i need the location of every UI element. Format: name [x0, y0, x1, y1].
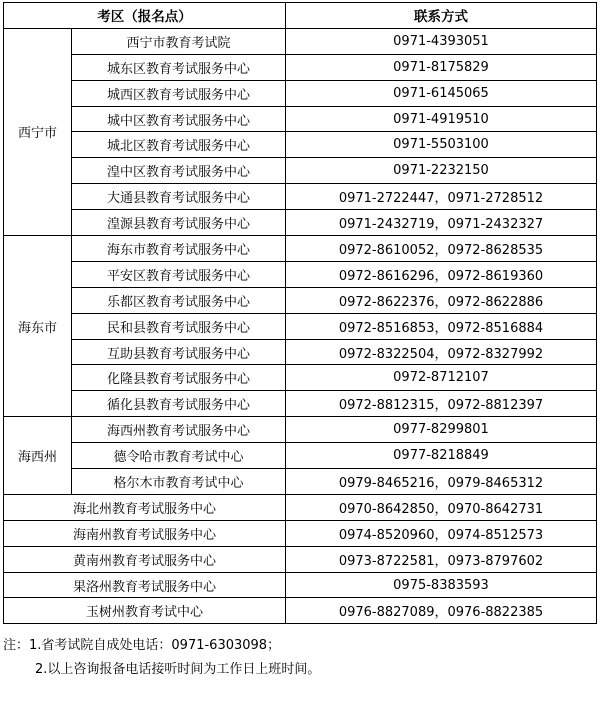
- table-row: [4, 520, 597, 546]
- table-row: [4, 313, 597, 339]
- site-cell: 城中区教育考试服务中心: [72, 106, 286, 132]
- site-cell: 海南州教育考试服务中心: [4, 520, 286, 546]
- table-row: [4, 572, 597, 598]
- header-site: 考区（报名点）: [4, 3, 286, 29]
- phone-cell: 0971-8175829: [286, 54, 597, 80]
- table-row: [4, 236, 597, 262]
- site-cell: 格尔木市教育考试中心: [72, 469, 286, 495]
- phone-cell: 0971-2432719，0971-2432327: [286, 210, 597, 236]
- site-cell: 民和县教育考试服务中心: [72, 313, 286, 339]
- note-1: 注：1.省考试院自成处电话：0971-6303098；: [3, 638, 281, 653]
- site-cell: 海东市教育考试服务中心: [72, 236, 286, 262]
- site-cell: 湟中区教育考试服务中心: [72, 158, 286, 184]
- note-2: 2.以上咨询报备电话接听时间为工作日上班时间。: [35, 662, 321, 677]
- site-cell: 大通县教育考试服务中心: [72, 184, 286, 210]
- table-row: [4, 261, 597, 287]
- city-cell: 海东市: [4, 236, 72, 417]
- site-cell: 湟源县教育考试服务中心: [72, 210, 286, 236]
- site-cell: 循化县教育考试服务中心: [72, 391, 286, 417]
- phone-cell: 0972-8812315，0972-8812397: [286, 391, 597, 417]
- site-cell: 海西州教育考试服务中心: [72, 417, 286, 443]
- table-row: [4, 158, 597, 184]
- phone-cell: 0971-2722447，0971-2728512: [286, 184, 597, 210]
- phone-cell: 0977-8299801: [286, 417, 597, 443]
- table-row: [4, 417, 597, 443]
- site-cell: 平安区教育考试服务中心: [72, 261, 286, 287]
- site-cell: 化隆县教育考试服务中心: [72, 365, 286, 391]
- city-cell: 海西州: [4, 417, 72, 495]
- site-cell: 乐都区教育考试服务中心: [72, 287, 286, 313]
- table-row: [4, 443, 597, 469]
- site-cell: 城北区教育考试服务中心: [72, 132, 286, 158]
- site-cell: 西宁市教育考试院: [72, 28, 286, 54]
- table-row: [4, 54, 597, 80]
- phone-cell: 0972-8610052，0972-8628535: [286, 236, 597, 262]
- phone-cell: 0972-8516853，0972-8516884: [286, 313, 597, 339]
- table-row: [4, 339, 597, 365]
- notes: [3, 634, 596, 682]
- table-row: [4, 210, 597, 236]
- phone-cell: 0971-4393051: [286, 28, 597, 54]
- table-row: [4, 546, 597, 572]
- phone-cell: 0979-8465216，0979-8465312: [286, 469, 597, 495]
- site-cell: 果洛州教育考试服务中心: [4, 572, 286, 598]
- site-cell: 互助县教育考试服务中心: [72, 339, 286, 365]
- table-row: [4, 391, 597, 417]
- phone-cell: 0977-8218849: [286, 443, 597, 469]
- site-cell: 城西区教育考试服务中心: [72, 80, 286, 106]
- table-row: [4, 287, 597, 313]
- site-cell: 城东区教育考试服务中心: [72, 54, 286, 80]
- table-row: [4, 132, 597, 158]
- phone-cell: 0972-8712107: [286, 365, 597, 391]
- phone-cell: 0971-2232150: [286, 158, 597, 184]
- phone-cell: 0970-8642850，0970-8642731: [286, 494, 597, 520]
- table-body: [4, 28, 597, 623]
- phone-cell: 0972-8622376，0972-8622886: [286, 287, 597, 313]
- phone-cell: 0971-5503100: [286, 132, 597, 158]
- table-row: [4, 28, 597, 54]
- phone-cell: 0972-8322504，0972-8327992: [286, 339, 597, 365]
- phone-cell: 0971-4919510: [286, 106, 597, 132]
- phone-cell: 0976-8827089，0976-8822385: [286, 598, 597, 624]
- phone-cell: 0971-6145065: [286, 80, 597, 106]
- table-row: [4, 184, 597, 210]
- contacts-table: [3, 2, 597, 624]
- site-cell: 黄南州教育考试服务中心: [4, 546, 286, 572]
- header-contact: 联系方式: [286, 3, 597, 29]
- phone-cell: 0973-8722581，0973-8797602: [286, 546, 597, 572]
- phone-cell: 0975-8383593: [286, 572, 597, 598]
- table-row: [4, 598, 597, 624]
- site-cell: 德令哈市教育考试中心: [72, 443, 286, 469]
- table-row: [4, 494, 597, 520]
- table-row: [4, 80, 597, 106]
- site-cell: 海北州教育考试服务中心: [4, 494, 286, 520]
- table-row: [4, 469, 597, 495]
- city-cell: 西宁市: [4, 28, 72, 235]
- site-cell: 玉树州教育考试中心: [4, 598, 286, 624]
- table-row: [4, 365, 597, 391]
- phone-cell: 0972-8616296，0972-8619360: [286, 261, 597, 287]
- table-row: [4, 106, 597, 132]
- phone-cell: 0974-8520960，0974-8512573: [286, 520, 597, 546]
- table-header-row: [4, 3, 597, 29]
